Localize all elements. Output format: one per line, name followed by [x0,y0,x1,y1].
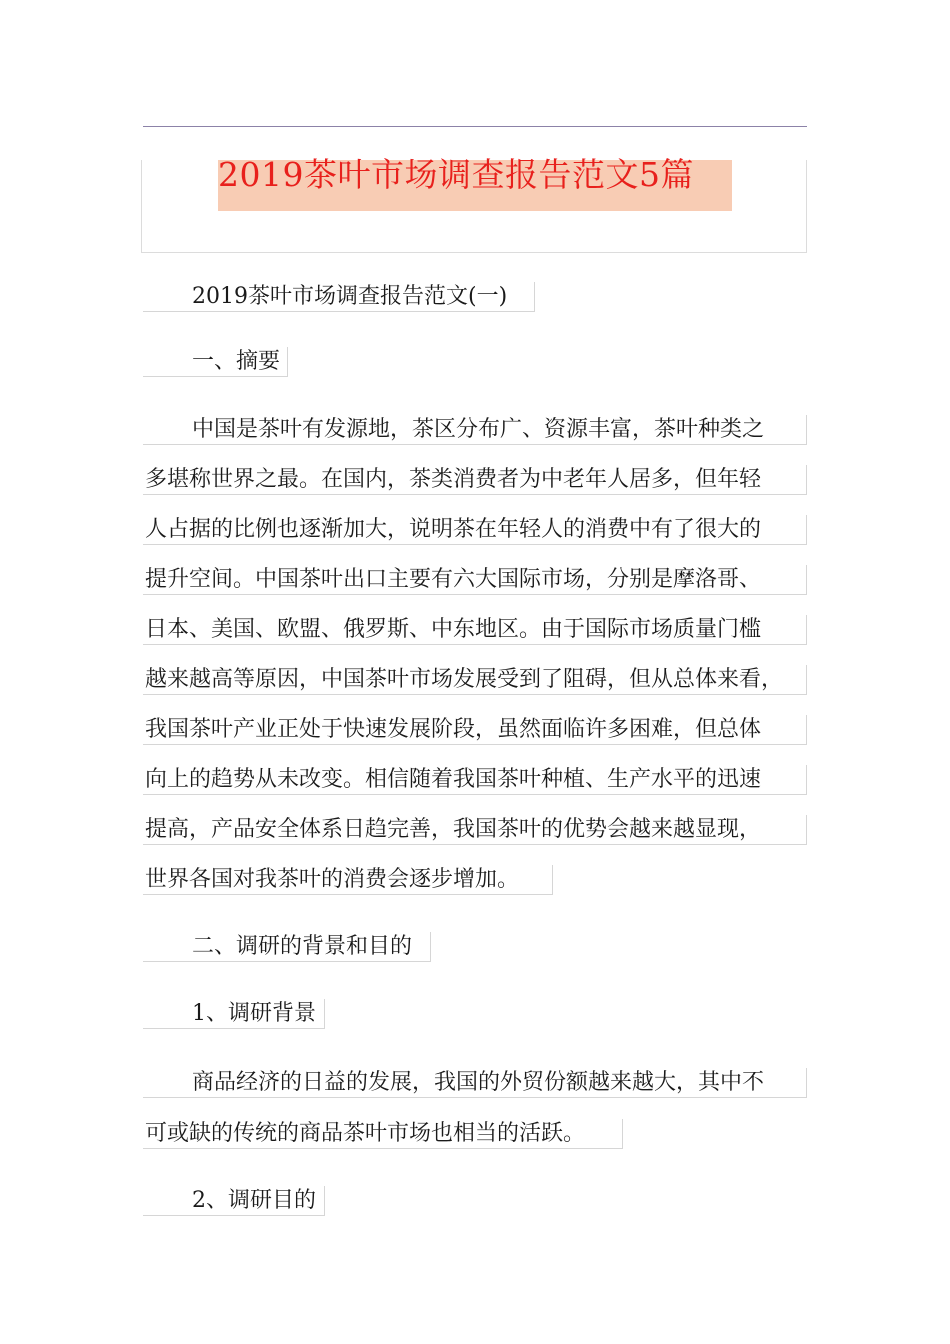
section-heading: 2019茶叶市场调查报告范文(一) [143,282,535,312]
header-rule [143,126,807,127]
paragraph-line: 商品经济的日益的发展，我国的外贸份额越来越大，其中不 [143,1068,807,1098]
paragraph-line: 世界各国对我茶叶的消费会逐步增加。 [143,865,553,895]
subsection-heading: 1、调研背景 [143,999,325,1029]
paragraph-line: 人占据的比例也逐渐加大，说明茶在年轻人的消费中有了很大的 [143,515,807,545]
paragraph-line: 可或缺的传统的商品茶叶市场也相当的活跃。 [143,1119,623,1149]
paragraph-line: 越来越高等原因，中国茶叶市场发展受到了阻碍，但从总体来看， [143,665,807,695]
paragraph-line: 日本、美国、欧盟、俄罗斯、中东地区。由于国际市场质量门槛 [143,615,807,645]
paragraph-line: 提高，产品安全体系日趋完善，我国茶叶的优势会越来越显现， [143,815,807,845]
document-title: 2019茶叶市场调查报告范文5篇 [218,155,694,194]
paragraph-line: 多堪称世界之最。在国内，茶类消费者为中老年人居多，但年轻 [143,465,807,495]
section-heading: 二、调研的背景和目的 [143,932,431,962]
subsection-heading: 2、调研目的 [143,1186,325,1216]
section-heading: 一、摘要 [143,347,288,377]
paragraph-line: 向上的趋势从未改变。相信随着我国茶叶种植、生产水平的迅速 [143,765,807,795]
paragraph-line: 中国是茶叶有发源地，茶区分布广、资源丰富，茶叶种类之 [143,415,807,445]
paragraph-line: 我国茶叶产业正处于快速发展阶段，虽然面临许多困难，但总体 [143,715,807,745]
paragraph-line: 提升空间。中国茶叶出口主要有六大国际市场，分别是摩洛哥、 [143,565,807,595]
